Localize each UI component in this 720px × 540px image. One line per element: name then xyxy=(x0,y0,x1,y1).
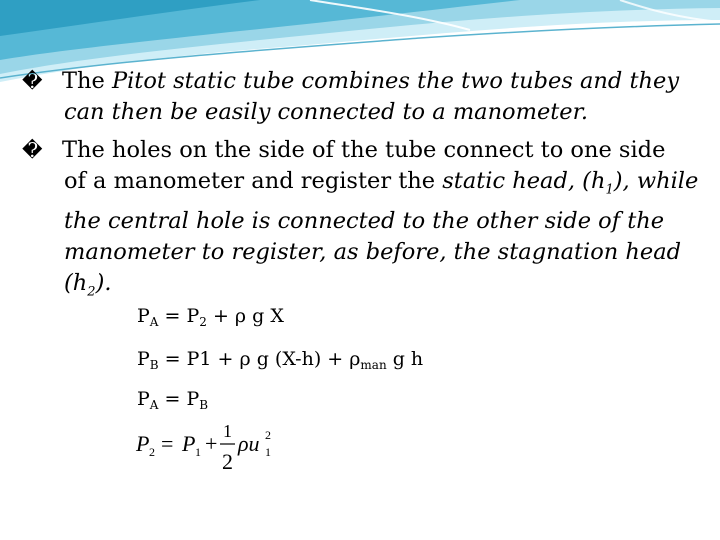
bullet-icon: � xyxy=(22,69,43,93)
paragraph-1-line-2: can then be easily connected to a manometer. xyxy=(64,99,589,125)
svg-text:2: 2 xyxy=(149,445,155,459)
svg-text:P: P xyxy=(136,431,150,456)
svg-text:=: = xyxy=(161,431,174,456)
svg-text:+: + xyxy=(205,431,218,456)
bernoulli-equation xyxy=(134,415,284,475)
svg-text:1: 1 xyxy=(223,421,232,441)
bullet-icon: � xyxy=(22,138,43,162)
svg-text:1: 1 xyxy=(265,445,271,459)
svg-text:2: 2 xyxy=(265,428,271,442)
paragraph-1-line-1: � The Pitot static tube combines the two tubes and they xyxy=(22,66,702,97)
paragraph-2-line-1: � The holes on the side of the tube connect to one side xyxy=(22,135,702,166)
svg-text:1: 1 xyxy=(195,445,201,459)
paragraph-holes xyxy=(22,135,702,307)
svg-text:P: P xyxy=(182,431,196,456)
equation-pb: $P_B = P1 + \rho$ g $(X-h) + \rho_{man}$ g h xyxy=(137,348,424,372)
equation-pa-equals-pb: $P_A = P_B$ xyxy=(137,388,209,412)
equation-pa: $P_A = P_2 + \rho$ g X xyxy=(137,305,284,329)
paragraph-2-line-4: manometer to register, as before, the stagnation head xyxy=(64,238,682,265)
svg-text:ρu: ρu xyxy=(238,431,260,456)
paragraph-pitot-static-tube xyxy=(22,66,702,128)
paragraph-2-line-3: the central hole is connected to the other side of the xyxy=(64,207,665,234)
paragraph-2-line-5: $(h_2)$. xyxy=(64,269,112,299)
paragraph-2-line-2: of a manometer and register the static head, $(h_1)$, while xyxy=(64,168,699,198)
svg-text:2: 2 xyxy=(222,449,233,474)
